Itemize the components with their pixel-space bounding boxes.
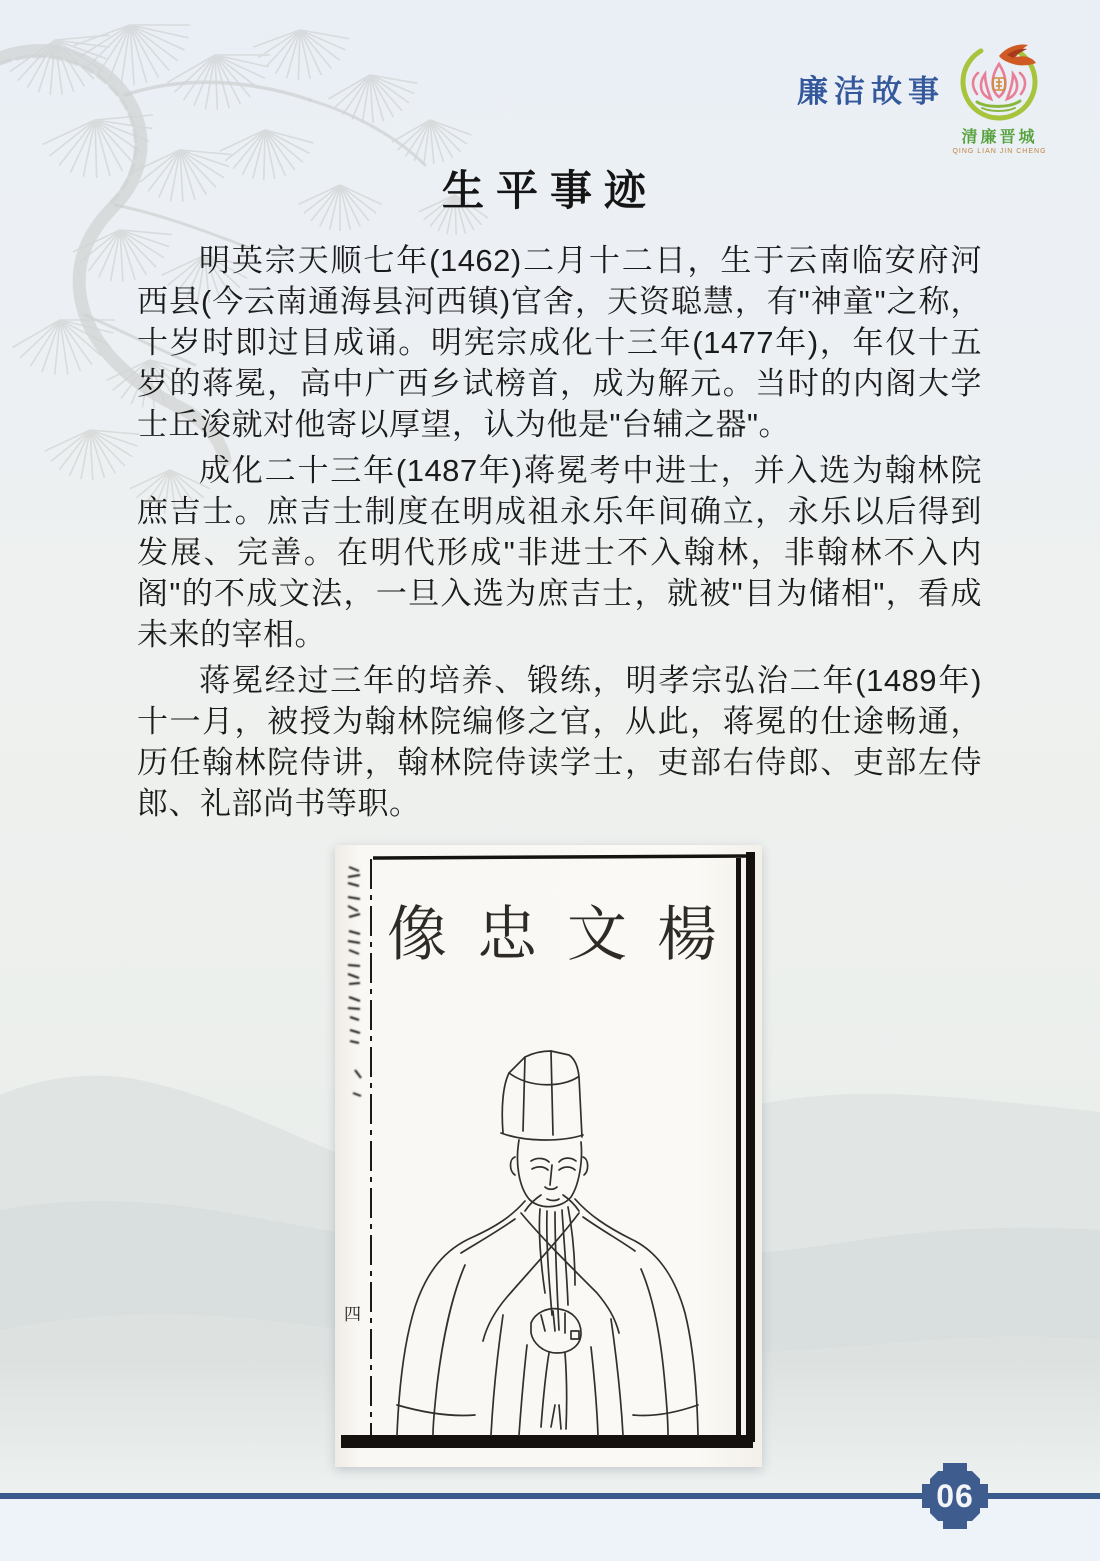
paragraph-2: 成化二十三年(1487年)蒋冕考中进士，并入选为翰林院庶吉士。庶吉士制度在明成祖永乐年间确立，永乐以后得到发展、完善。在明代形成"非进士不入翰林，非翰林不入内阁"的不成文法，一旦入选为庶吉士，就被"目为储相"，看成未来的宰相。 [137, 453, 982, 652]
portrait-margin-mark: 四 [344, 1305, 361, 1324]
header-brand: 廉洁故事 [797, 74, 945, 109]
paragraph-1: 明英宗天顺七年(1462)二月十二日，生于云南临安府河西县(今云南通海县河西镇)官舍，天资聪慧，有"神童"之称，十岁时即过目成诵。明宪宗成化十三年(1477年)，年仅十五岁的蒋冕，高中广西乡试榜首，成为解元。当时的内阁大学士丘浚就对他寄以厚望，认为他是"台辅之器"。 [137, 243, 982, 442]
caption-char: 忠 [477, 902, 537, 968]
portrait-woodcut [335, 845, 762, 1467]
header [0, 0, 1100, 155]
logo-name-en: QING LIAN JIN CHENG [952, 148, 1047, 155]
caption-char: 像 [387, 902, 447, 968]
lotus-logo-icon [947, 38, 1052, 122]
portrait-caption [387, 887, 717, 973]
caption-char: 楊 [657, 902, 717, 968]
article-body [137, 240, 982, 829]
logo-name-cn: 清廉晋城 [961, 129, 1038, 146]
paragraph-3: 蒋冕经过三年的培养、锻练，明孝宗弘治二年(1489年)十一月，被授为翰林院编修之官，从此，蒋冕的仕途畅通，历任翰林院侍讲，翰林院侍读学士，吏部右侍郎、吏部左侍郎、礼部尚书等职。 [137, 663, 982, 821]
caption-char: 文 [567, 902, 627, 968]
page-number-badge [920, 1461, 990, 1531]
page-title: 生平事迹 [441, 167, 658, 214]
page-number: 06 [936, 1477, 974, 1514]
logo [947, 38, 1052, 155]
